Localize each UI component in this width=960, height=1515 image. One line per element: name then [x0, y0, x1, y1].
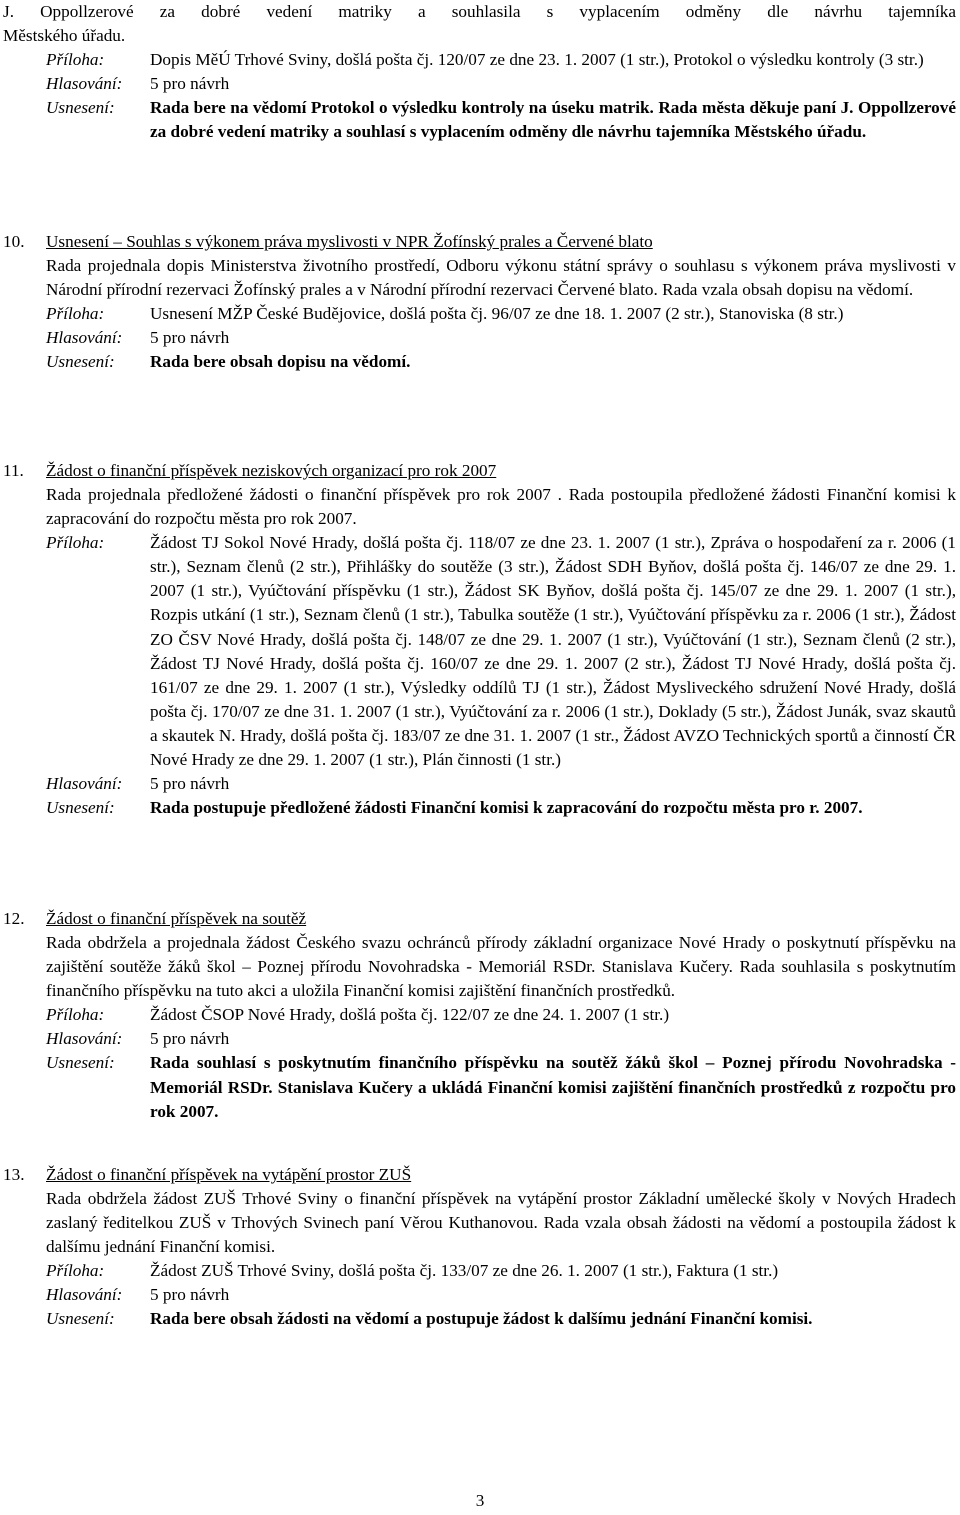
item-body: Rada projednala předložené žádosti o finanční příspěvek pro rok 2007 . Rada postoupila předložené žádosti Finanční komisi k zapracování do rozpočtu města pro rok 2007.	[46, 485, 956, 529]
item-11	[46, 483, 956, 820]
hlasovani-row	[46, 772, 956, 796]
hlasovani-label: Hlasování:	[46, 1029, 123, 1049]
priloha-row	[46, 531, 956, 772]
hlasovani-text: 5 pro návrh	[150, 1285, 230, 1305]
usneseni-row	[46, 350, 956, 374]
item-title: Žádost o finanční příspěvek na vytápění prostor ZUŠ	[46, 1165, 412, 1184]
usneseni-row	[46, 796, 956, 820]
priloha-text: Dopis MěÚ Trhové Sviny, došlá pošta čj. 120/07 ze dne 23. 1. 2007 (1 str.), Protokol o výsledku kontroly (3 str.)	[150, 50, 924, 69]
priloha-text: Žádost ZUŠ Trhové Sviny, došlá pošta čj. 133/07 ze dne 26. 1. 2007 (1 str.), Faktura (1 str.)	[150, 1261, 779, 1281]
priloha-text: Žádost ČSOP Nové Hrady, došlá pošta čj. 122/07 ze dne 24. 1. 2007 (1 str.)	[150, 1005, 670, 1025]
item-12	[46, 931, 956, 1124]
top-priloha-row	[46, 48, 956, 72]
priloha-label: Příloha:	[46, 1261, 105, 1281]
hlasovani-row	[46, 1027, 956, 1051]
intro-paragraph	[3, 0, 956, 48]
item-title: Usnesení – Souhlas s výkonem práva myslivosti v NPR Žofínský prales a Červené blato	[46, 232, 653, 251]
item-body: Rada obdržela a projednala žádost Českého svazu ochránců přírody základní organizace Nové Hrady o poskytnutí příspěvku na zajištění soutěže žáků škol – Poznej přírodu Novohradska - Memoriál RSDr. Stanislava Kučery. Rada souhlasila s poskytnutím finančního příspěvku na tuto akci a uložila Finanční komisi zajištění finančních prostředků.	[46, 933, 956, 1001]
item-title: Žádost o finanční příspěvek neziskových organizací pro rok 2007	[46, 461, 497, 480]
priloha-text: Usnesení MŽP České Budějovice, došlá pošta čj. 96/07 ze dne 18. 1. 2007 (2 str.), Stanoviska (8 str.)	[150, 304, 844, 324]
usneseni-text: Rada bere obsah dopisu na vědomí.	[150, 352, 411, 372]
item-13-heading	[3, 1163, 956, 1187]
top-hlasovani-row	[46, 72, 956, 96]
item-number: 10.	[3, 232, 25, 251]
hlasovani-label: Hlasování:	[46, 74, 123, 94]
usneseni-text: Rada bere na vědomí Protokol o výsledku kontroly na úseku matrik. Rada města děkuje paní J. Oppollzerové za dobré vedení matriky a souhlasí s vyplacením odměny dle návrhu tajemníka Městského úřadu.	[150, 98, 956, 142]
hlasovani-text: 5 pro návrh	[150, 1029, 230, 1049]
hlasovani-row	[46, 1283, 956, 1307]
item-number: 12.	[3, 909, 25, 928]
intro-line-2: Městského úřadu.	[3, 26, 126, 46]
item-10-heading	[3, 230, 956, 254]
usneseni-label: Usnesení:	[46, 1053, 115, 1073]
priloha-label: Příloha:	[46, 50, 105, 69]
usneseni-text: Rada bere obsah žádosti na vědomí a postupuje žádost k dalšímu jednání Finanční komisi.	[150, 1309, 813, 1329]
priloha-label: Příloha:	[46, 533, 105, 553]
usneseni-label: Usnesení:	[46, 98, 115, 118]
hlasovani-row	[46, 326, 956, 350]
priloha-label: Příloha:	[46, 1005, 105, 1025]
item-number: 11.	[3, 461, 24, 480]
priloha-row	[46, 1259, 956, 1283]
usneseni-text: Rada souhlasí s poskytnutím finančního příspěvku na soutěž žáků škol – Poznej přírodu Novohradska - Memoriál RSDr. Stanislava Kučery a ukládá Finanční komisi zajištění finančních prostředků z rozpočtu pro rok 2007.	[150, 1053, 956, 1121]
usneseni-row	[46, 1307, 956, 1331]
top-meta	[46, 48, 956, 144]
priloha-row	[46, 302, 956, 326]
hlasovani-label: Hlasování:	[46, 1285, 123, 1305]
item-11-heading	[3, 459, 956, 483]
item-13	[46, 1187, 956, 1332]
priloha-label: Příloha:	[46, 304, 105, 324]
item-body: Rada obdržela žádost ZUŠ Trhové Sviny o finanční příspěvek na vytápění prostor Základní umělecké školy v Nových Hradech zaslaný ředitelkou ZUŠ v Trhových Svinech paní Věrou Kuthanovou. Rada vzala obsah žádosti na vědomí a postoupila žádost k dalšímu jednání Finanční komisi.	[46, 1189, 956, 1257]
priloha-text: Žádost TJ Sokol Nové Hrady, došlá pošta čj. 118/07 ze dne 23. 1. 2007 (1 str.), Zpráva o hospodaření za r. 2006 (1 str.), Seznam členů (2 str.), Přihlášky do soutěže (3 str.), Žádost SDH Byňov, došlá pošta čj. 146/07 ze dne 29. 1. 2007 (1 str.), Vyúčtování příspěvku (1 str.), Žádost SK Byňov, došlá pošta čj. 145/07 ze dne 29. 1. 2007 (1 str.), Rozpis utkání (1 str.), Seznam členů (1 str.), Tabulka soutěže (1 str.), Vyúčtování příspěvku za r. 2006 (1 str.), Žádost ZO ČSV Nové Hrady, došlá pošta čj. 148/07 ze dne 29. 1. 2007 (1 str.), Vyúčtování (1 str.), Seznam členů (2 str.), Žádost TJ Nové Hrady, došlá pošta čj. 160/07 ze dne 29. 1. 2007 (2 str.), Žádost TJ Nové Hrady, došlá pošta čj. 161/07 ze dne 29. 1. 2007 (1 str.), Výsledky oddílů TJ (1 str.), Žádost Mysliveckého sdružení Nové Hrady, došlá pošta čj. 170/07 ze dne 31. 1. 2007 (1 str.), Vyúčtování za r. 2006 (1 str.), Doklady (5 str.), Žádost Junák, svaz skautů a skautek N. Hrady, došlá pošta čj. 183/07 ze dne 31. 1. 2007 (1 str., Žádost AVZO Technických sportů a činností ČR Nové Hrady ze dne 29. 1. 2007 (1 str.), Plán činnosti (1 str.)	[150, 533, 956, 770]
page-number: 3	[475, 1491, 485, 1510]
hlasovani-text: 5 pro návrh	[150, 328, 230, 348]
priloha-row	[46, 1003, 956, 1027]
item-body: Rada projednala dopis Ministerstva životního prostředí, Odboru výkonu státní správy o souhlasu s výkonem práva myslivosti v Národní přírodní rezervaci Žofínský prales a v Národní přírodní rezervaci Červené blato. Rada vzala obsah dopisu na vědomí.	[46, 256, 956, 300]
usneseni-label: Usnesení:	[46, 1309, 115, 1329]
usneseni-label: Usnesení:	[46, 352, 115, 372]
hlasovani-label: Hlasování:	[46, 328, 123, 348]
hlasovani-label: Hlasování:	[46, 774, 123, 794]
item-10	[46, 254, 956, 374]
hlasovani-text: 5 pro návrh	[150, 74, 230, 94]
item-title: Žádost o finanční příspěvek na soutěž	[46, 909, 307, 928]
usneseni-label: Usnesení:	[46, 798, 115, 818]
item-12-heading	[3, 907, 956, 931]
intro-line-1: J. Oppollzerové za dobré vedení matriky a souhlasila s vyplacením odměny dle návrhu tajemníka	[3, 2, 956, 21]
hlasovani-text: 5 pro návrh	[150, 774, 230, 794]
usneseni-row	[46, 1051, 956, 1123]
top-usneseni-row	[46, 96, 956, 144]
usneseni-text: Rada postupuje předložené žádosti Finanční komisi k zapracování do rozpočtu města pro r. 2007.	[150, 798, 863, 818]
item-number: 13.	[3, 1165, 25, 1184]
